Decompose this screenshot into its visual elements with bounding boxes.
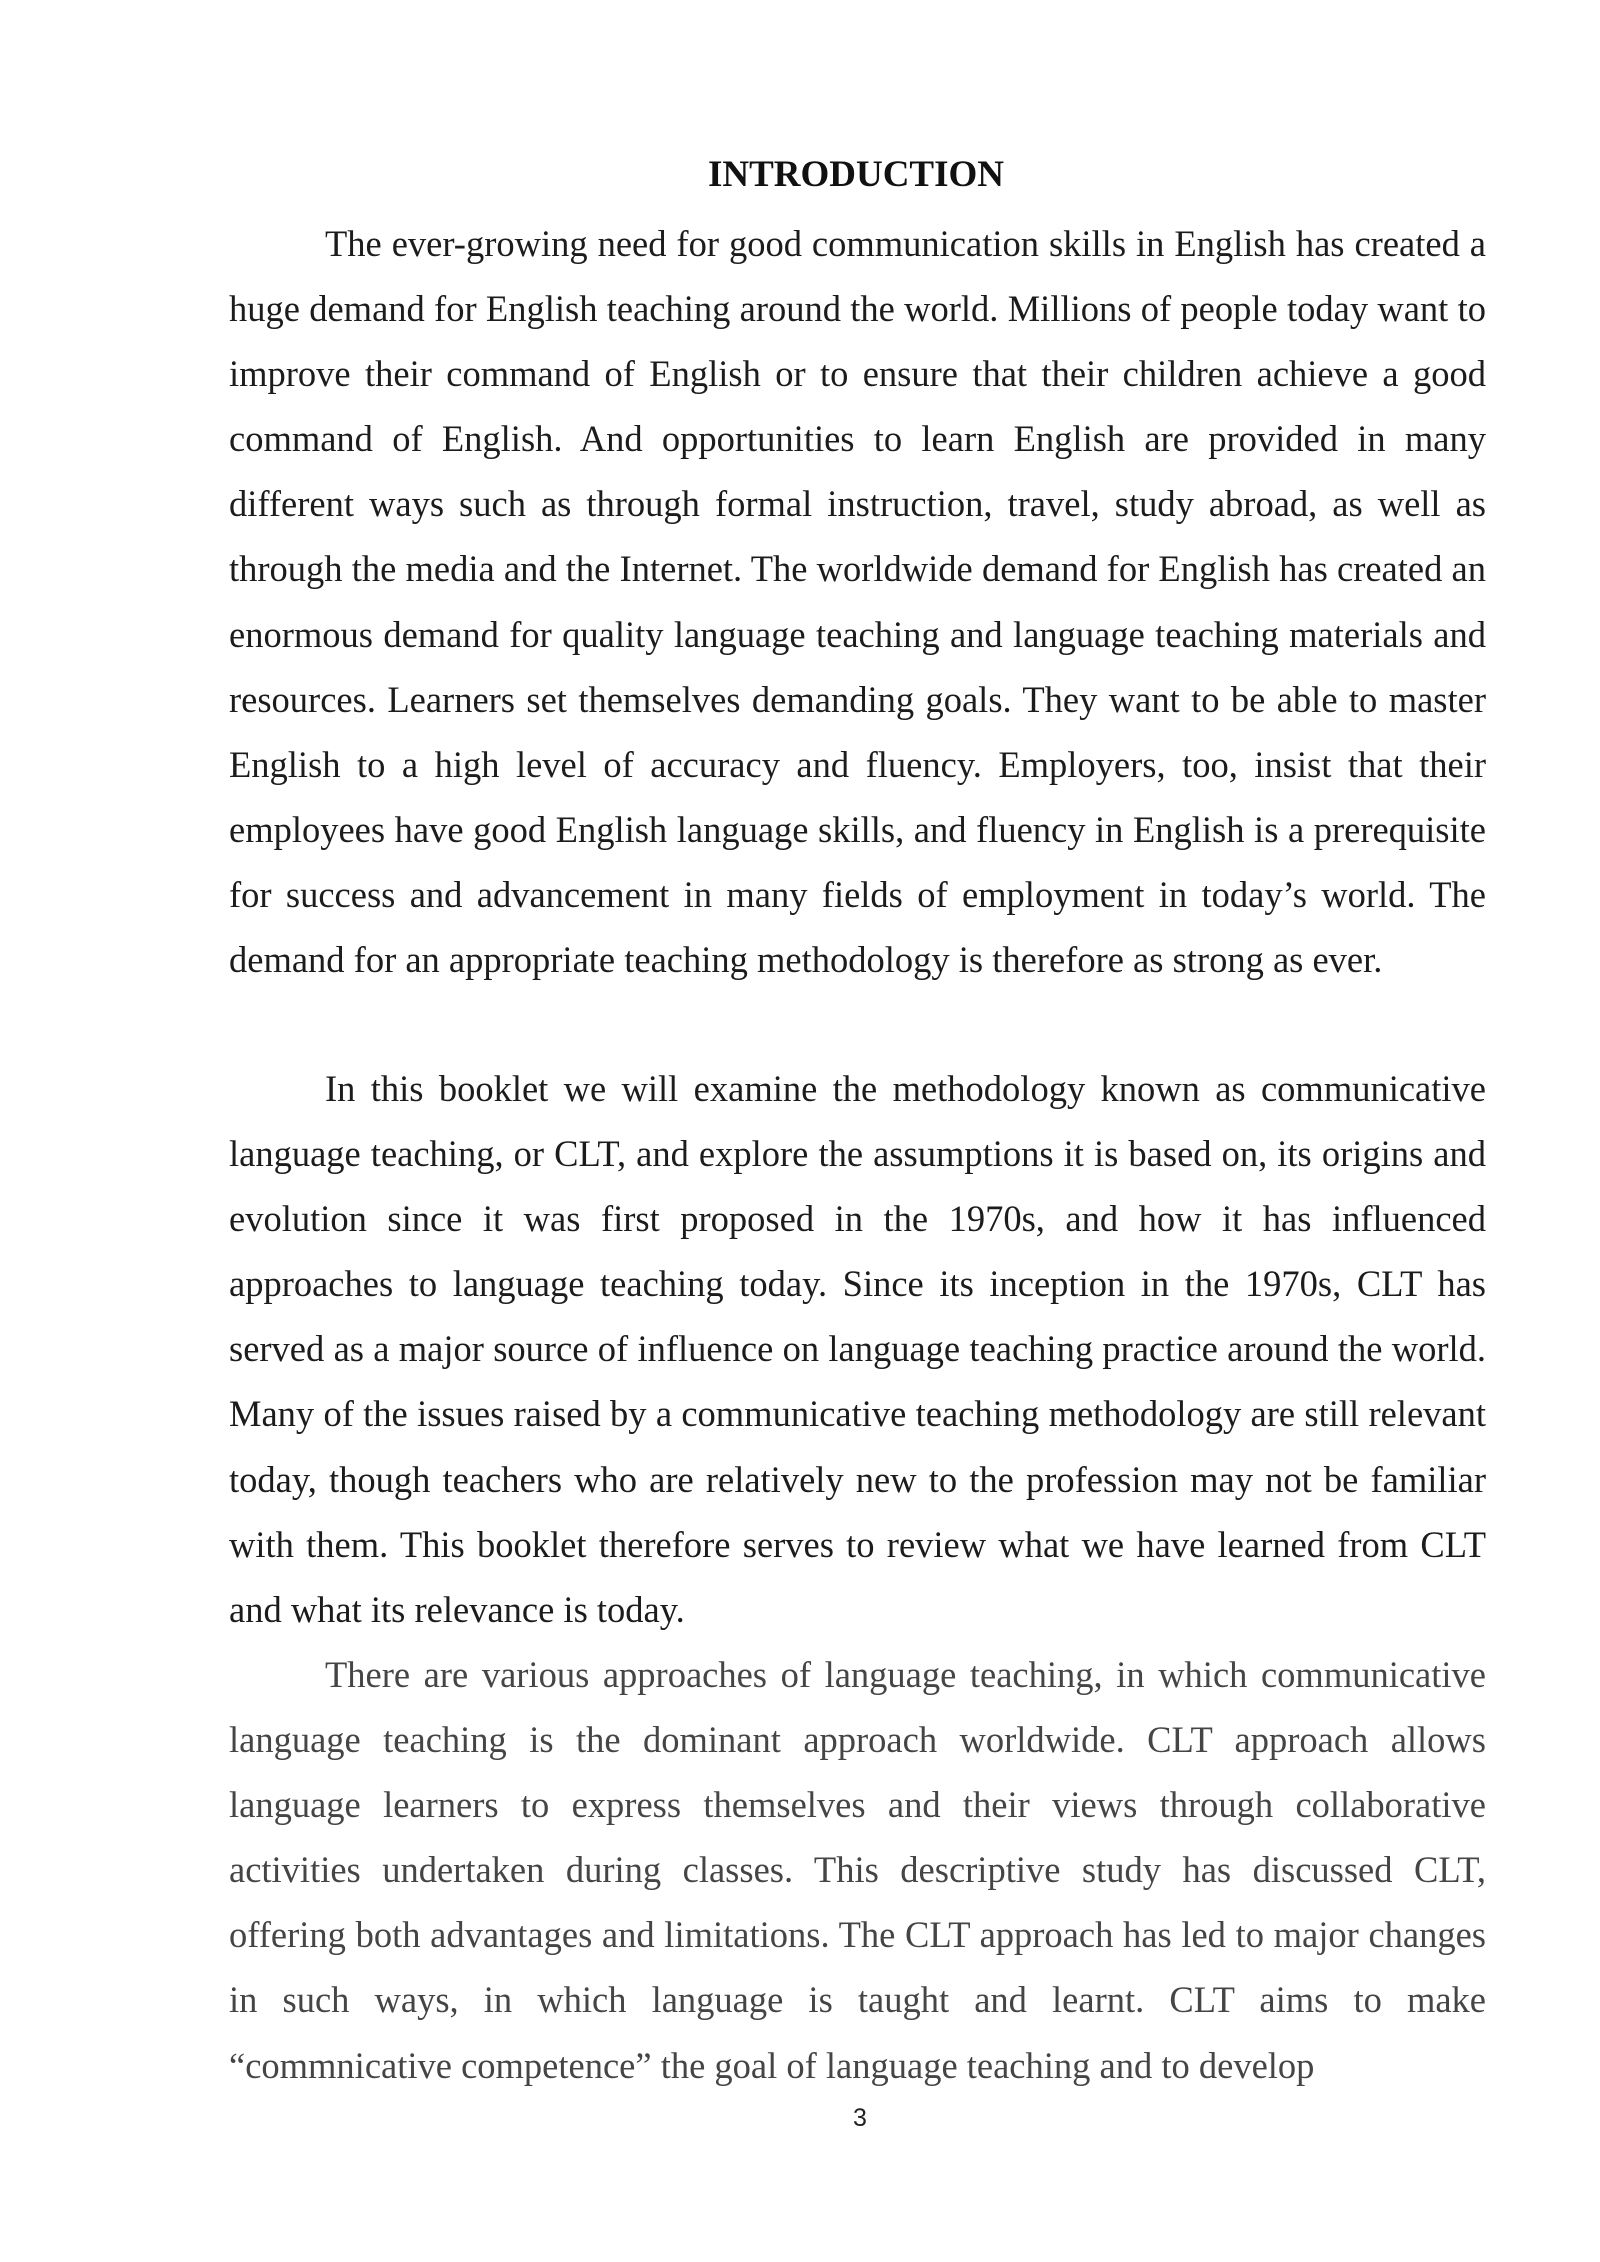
page-number: 3 [853, 2104, 867, 2132]
paragraph-block [229, 1642, 1486, 2098]
paragraph-block [229, 1056, 1486, 1642]
paragraph-block [229, 211, 1486, 992]
paragraph: There are various approaches of language teaching, in which communicative language teaching is the dominant approach worldwide. CLT approach allows language learners to express themselves and their views through collaborative activities undertaken during classes. This descriptive study has discussed CLT, offering both advantages and limitations. The CLT approach has led to major changes in such ways, in which language is taught and learnt. CLT aims to make “commnicative competence” the goal of language teaching and to develop [229, 1654, 1486, 2086]
page-title: INTRODUCTION [707, 154, 1005, 195]
paragraph: The ever-growing need for good communication skills in English has created a huge demand for English teaching around the world. Millions of people today want to improve their command of English or to ensure that their children achieve a good command of English. And opportunities to learn English are provided in many different ways such as through formal instruction, travel, study abroad, as well as through the media and the Internet. The worldwide demand for English has created an enormous demand for quality language teaching and language teaching materials and resources. Learners set themselves demanding goals. They want to be able to master English to a high level of accuracy and fluency. Employers, too, insist that their employees have good English language skills, and fluency in English is a prerequisite for success and advancement in many fields of employment in today’s world. The demand for an appropriate teaching methodology is therefore as strong as ever. [229, 223, 1486, 981]
paragraph: In this booklet we will examine the methodology known as communicative language teaching, or CLT, and explore the assumptions it is based on, its origins and evolution since it was first proposed in the 1970s, and how it has influenced approaches to language teaching today. Since its inception in the 1970s, CLT has served as a major source of influence on language teaching practice around the world. Many of the issues raised by a communicative teaching methodology are still relevant today, though teachers who are relatively new to the profession may not be familiar with them. This booklet therefore serves to review what we have learned from CLT and what its relevance is today. [229, 1068, 1486, 1630]
